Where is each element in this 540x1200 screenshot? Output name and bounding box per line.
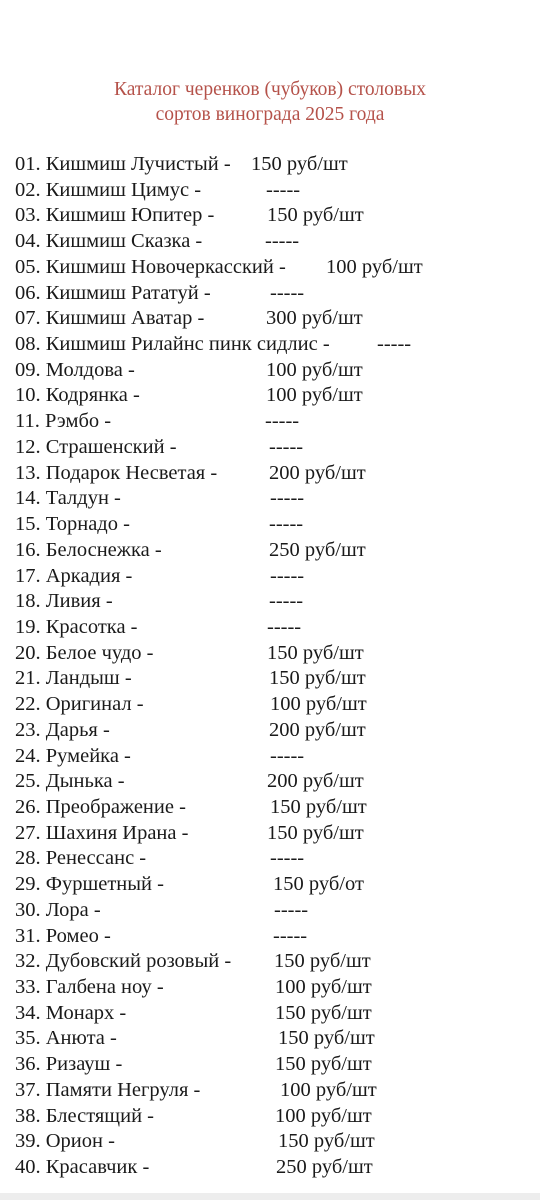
variety-name: 34. Монарх - [15,1001,127,1024]
variety-name: 22. Оригинал - [15,693,144,716]
variety-price: 250 руб/шт [269,538,366,561]
variety-name: 15. Торнадо - [15,513,130,536]
list-item [15,486,535,512]
variety-name: 39. Орион - [15,1130,115,1153]
variety-price: ----- [266,178,301,201]
list-item [15,229,535,255]
variety-name: 02. Кишмиш Цимус - [15,178,202,201]
variety-price: 100 руб/шт [266,384,363,407]
variety-price: ----- [269,513,304,536]
variety-price: ----- [270,744,305,767]
bottom-divider [0,1193,540,1200]
variety-price: 150 руб/шт [267,641,364,664]
variety-name: 03. Кишмиш Юпитер - [15,204,215,227]
list-item [15,949,535,975]
list-item [15,435,535,461]
variety-price: ----- [377,333,412,356]
variety-name: 23. Дарья - [15,718,110,741]
variety-name: 25. Дынька - [15,770,125,793]
list-item [15,203,535,229]
variety-name: 14. Талдун - [15,487,121,510]
variety-price: ----- [269,590,304,613]
list-item [15,1129,535,1155]
variety-name: 17. Аркадия - [15,564,133,587]
list-item [15,178,535,204]
variety-name: 05. Кишмиш Новочеркасский - [15,255,286,278]
variety-name: 19. Красотка - [15,615,138,638]
variety-name: 31. Ромео - [15,924,111,947]
variety-price: 200 руб/шт [269,718,366,741]
catalog-title-line-1: Каталог черенков (чубуков) столовых [114,79,426,100]
variety-name: 18. Ливия - [15,590,113,613]
list-item [15,255,535,281]
variety-name: 11. Рэмбо - [15,410,112,433]
variety-price: 150 руб/шт [278,1027,375,1050]
variety-price: 100 руб/шт [275,1104,372,1127]
variety-price: 150 руб/шт [274,950,371,973]
variety-price: ----- [270,847,305,870]
list-item [15,358,535,384]
variety-price: 100 руб/шт [266,358,363,381]
variety-name: 40. Красавчик - [15,1156,150,1179]
variety-name: 21. Ландыш - [15,667,132,690]
variety-name: 35. Анюта - [15,1027,117,1050]
catalog-title-line-2: сортов винограда 2025 года [155,104,385,125]
list-item [15,872,535,898]
variety-price: 200 руб/шт [267,770,364,793]
list-item [15,1078,535,1104]
variety-price: 150 руб/от [273,873,364,896]
list-item [15,666,535,692]
list-item [15,152,535,178]
list-item [15,769,535,795]
variety-price: ----- [270,281,305,304]
variety-name: 32. Дубовский розовый - [15,950,232,973]
list-item [15,564,535,590]
variety-name: 10. Кодрянка - [15,384,140,407]
variety-name: 29. Фуршетный - [15,873,164,896]
variety-price: ----- [273,924,308,947]
list-item [15,332,535,358]
list-item [15,692,535,718]
list-item [15,538,535,564]
variety-name: 37. Памяти Негруля - [15,1078,201,1101]
variety-price: 100 руб/шт [280,1078,377,1101]
list-item [15,821,535,847]
list-item [15,461,535,487]
variety-name: 36. Ризауш - [15,1053,123,1076]
list-item [15,975,535,1001]
list-item [15,1155,535,1181]
list-item [15,1052,535,1078]
variety-price: 150 руб/шт [270,795,367,818]
variety-price: 200 руб/шт [269,461,366,484]
variety-name: 12. Страшенский - [15,435,177,458]
variety-price: 150 руб/шт [251,153,348,175]
variety-name: 30. Лора - [15,898,101,921]
variety-price: 150 руб/шт [267,204,364,227]
list-item [15,1001,535,1027]
variety-price: 150 руб/шт [275,1001,372,1024]
list-item [15,846,535,872]
list-item [15,1026,535,1052]
variety-price: 100 руб/шт [326,255,423,278]
variety-name: 07. Кишмиш Аватар - [15,307,205,330]
variety-name: 04. Кишмиш Сказка - [15,230,203,253]
variety-price: 150 руб/шт [267,821,364,844]
list-item [15,641,535,667]
variety-price: ----- [265,410,300,433]
variety-name: 20. Белое чудо - [15,641,154,664]
list-item [15,924,535,950]
variety-name: 16. Белоснежка - [15,538,162,561]
variety-name: 26. Преображение - [15,795,186,818]
variety-price: 250 руб/шт [276,1156,373,1179]
list-item [15,281,535,307]
variety-price: ----- [269,435,304,458]
list-item [15,589,535,615]
list-item [15,306,535,332]
variety-name: 27. Шахиня Ирана - [15,821,189,844]
variety-price: ----- [274,898,309,921]
list-item [15,795,535,821]
variety-price: 300 руб/шт [266,307,363,330]
list-item [15,744,535,770]
variety-name: 06. Кишмиш Рататуй - [15,281,211,304]
catalog-title [0,77,540,127]
list-item [15,409,535,435]
variety-price: 150 руб/шт [275,1053,372,1076]
variety-name: 28. Ренессанс - [15,847,147,870]
variety-name: 09. Молдова - [15,358,135,381]
variety-name: 24. Румейка - [15,744,131,767]
variety-price: ----- [270,487,305,510]
list-item [15,1104,535,1130]
variety-price: 100 руб/шт [275,976,372,998]
variety-price: 150 руб/шт [278,1130,375,1153]
variety-name: 13. Подарок Несветая - [15,461,218,484]
list-item [15,718,535,744]
variety-price: ----- [270,564,305,587]
variety-price: 100 руб/шт [270,693,367,716]
variety-name: 33. Галбена ноу - [15,976,164,998]
list-item [15,512,535,538]
variety-name: 08. Кишмиш Рилайнс пинк сидлис - [15,333,330,356]
list-item [15,898,535,924]
variety-name: 01. Кишмиш Лучистый - [15,153,231,175]
variety-price: 150 руб/шт [269,667,366,690]
variety-price: ----- [267,615,302,638]
list-item [15,615,535,641]
variety-price: ----- [265,230,300,253]
variety-name: 38. Блестящий - [15,1104,154,1127]
list-item [15,383,535,409]
variety-price-list [15,152,535,1181]
